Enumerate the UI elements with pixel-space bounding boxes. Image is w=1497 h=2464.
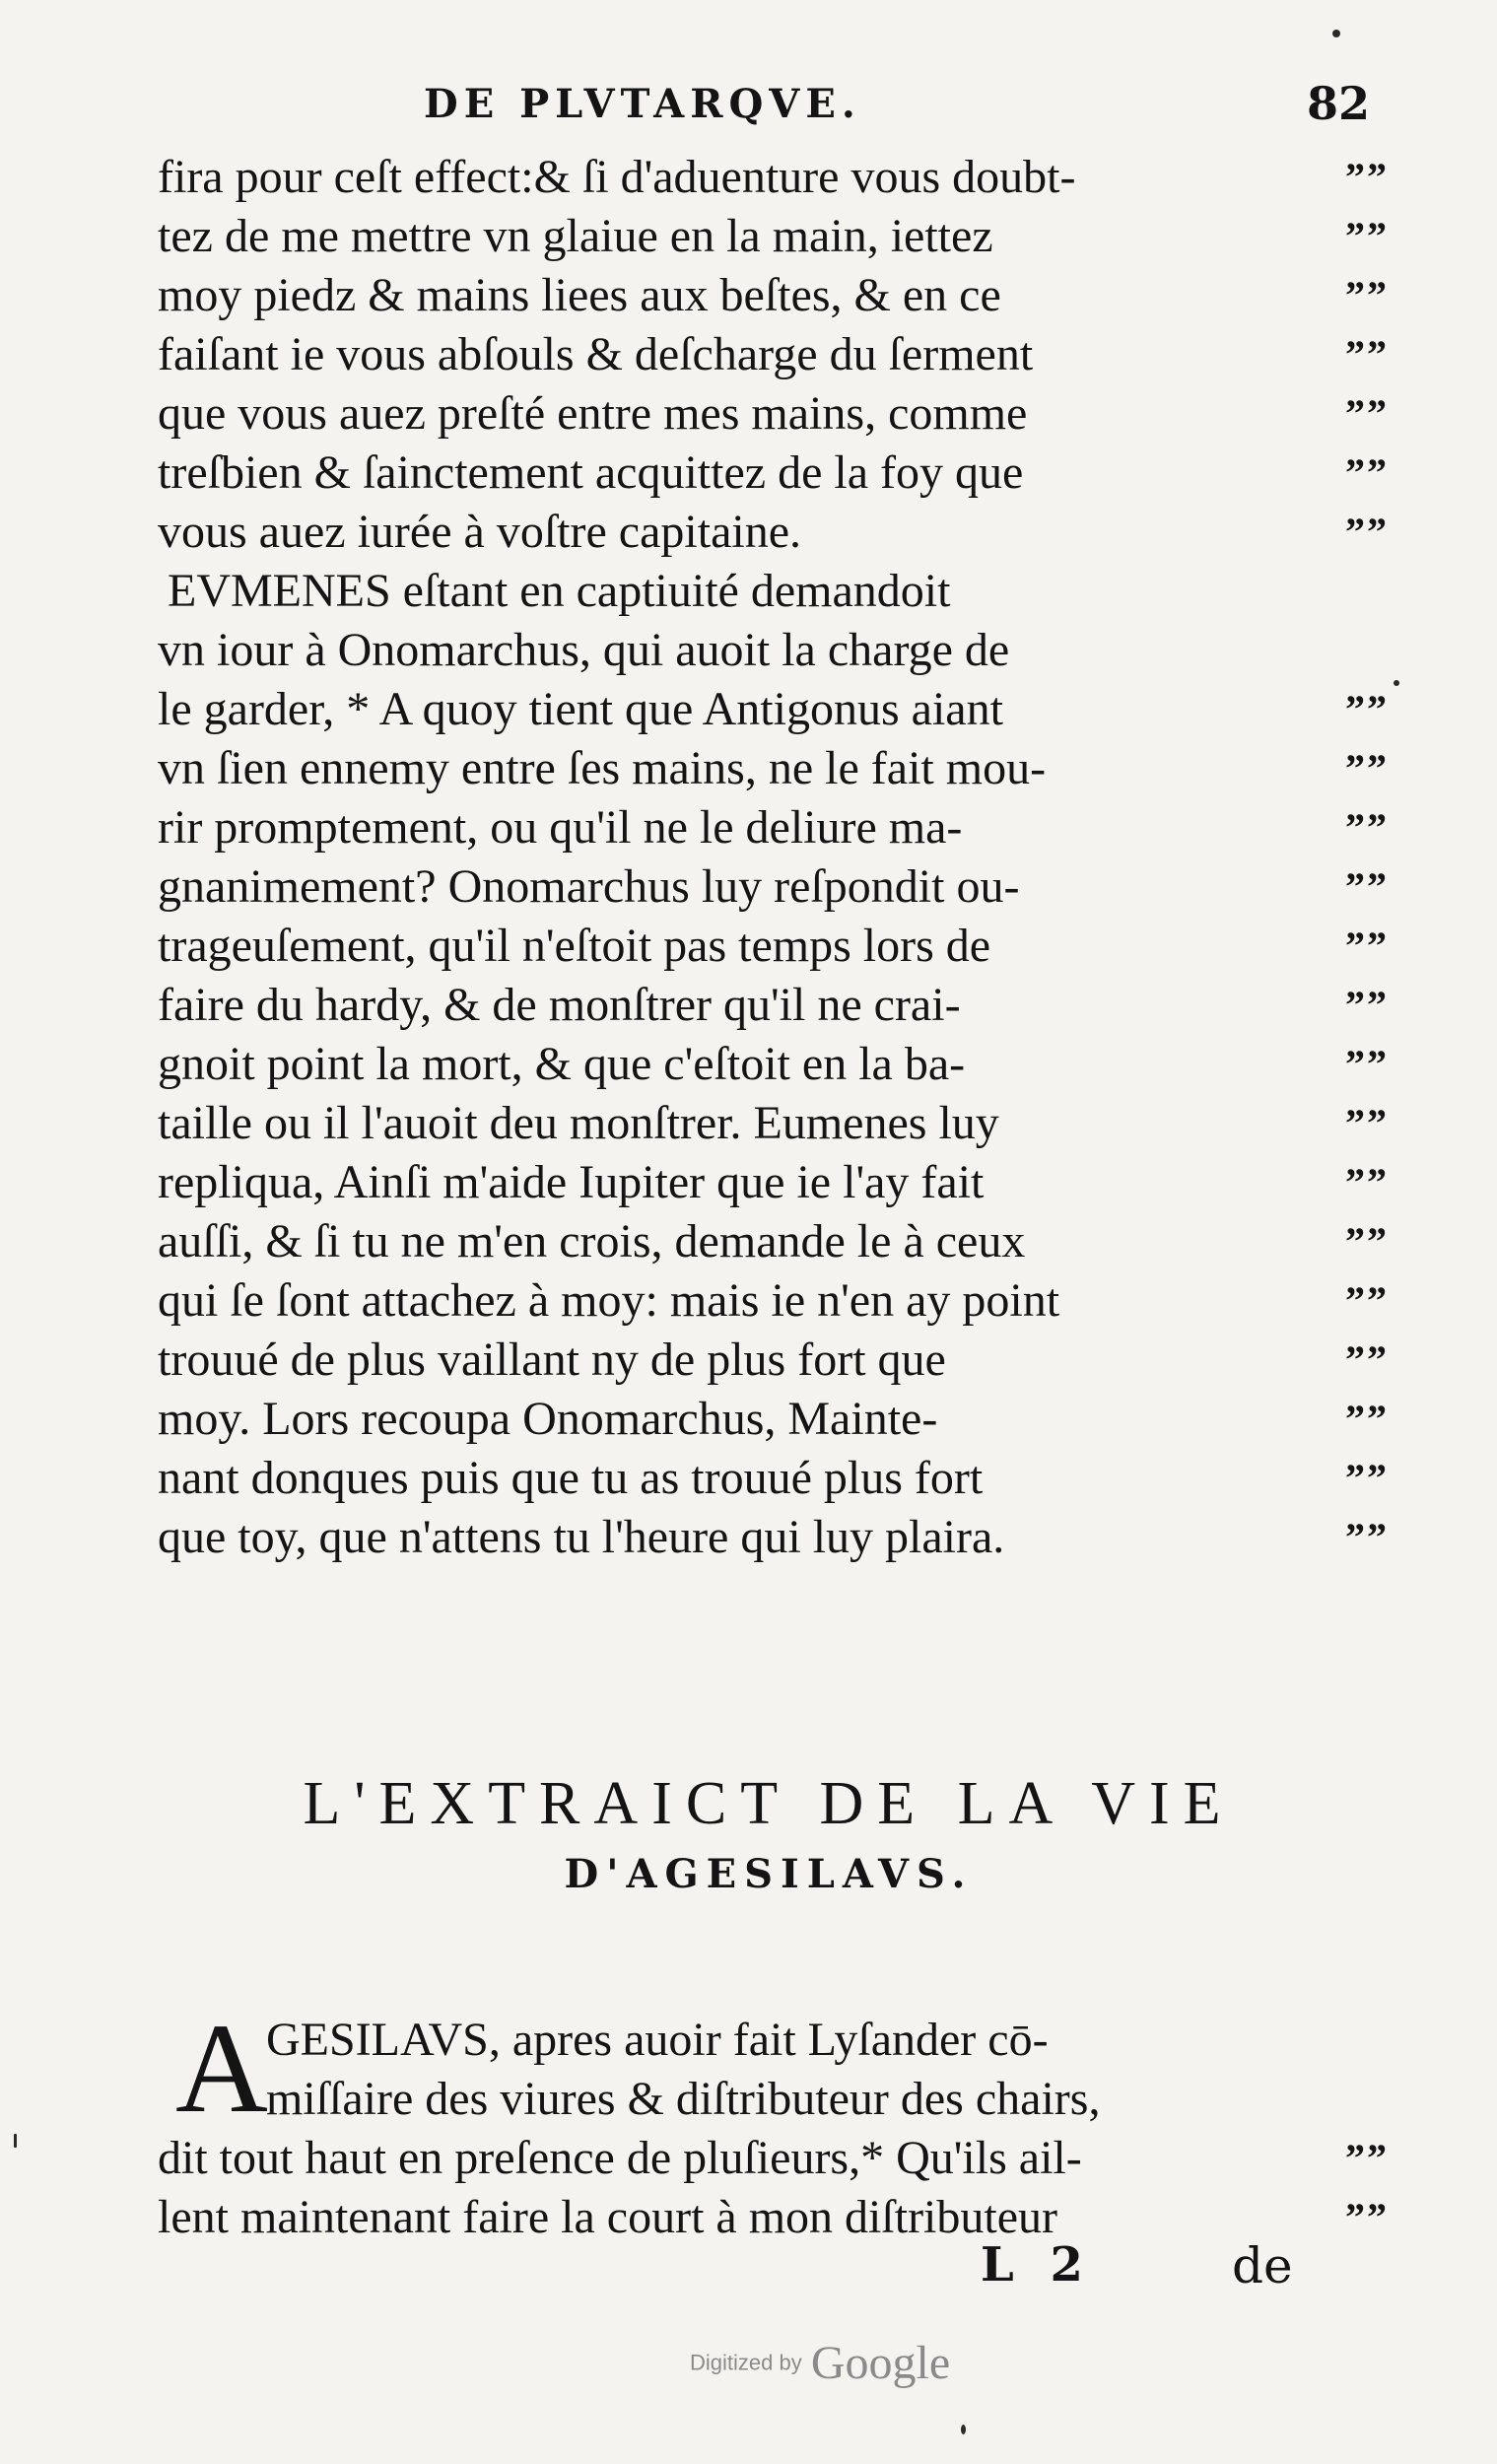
quote-mark: ”” <box>1345 510 1389 554</box>
signature-mark: L 2 <box>981 2237 1093 2293</box>
text-line <box>158 857 1389 917</box>
line-text: faire du hardy, & de monſtrer qu'il ne crai- <box>158 979 961 1031</box>
quote-mark: ”” <box>1345 273 1389 317</box>
quote-mark: ”” <box>1345 1278 1389 1323</box>
text-line <box>158 207 1389 266</box>
text-line <box>158 266 1389 325</box>
quote-mark: ”” <box>1345 391 1389 436</box>
line-text: GESILAVS, apres auoir fait Lyſander cō- <box>266 2014 1049 2066</box>
line-text: miſſaire des viures & diſtributeur des chairs, <box>266 2073 1101 2125</box>
text-line <box>158 1271 1389 1331</box>
line-text: treſbien & ſainctement acquittez de la foy que <box>158 446 1024 499</box>
text-line <box>158 444 1389 503</box>
line-text: vn ſien ennemy entre ſes mains, ne le fait mou- <box>158 742 1047 794</box>
text-line <box>158 621 1380 680</box>
line-text: auſſi, & ſi tu ne m'en crois, demande le à ceux <box>158 1215 1026 1267</box>
quote-mark: ”” <box>1345 450 1389 495</box>
quote-mark: ”” <box>1345 1397 1389 1441</box>
quote-mark: ”” <box>1345 864 1389 909</box>
digitized-by-label: Digitized by <box>690 2350 802 2375</box>
catch-line <box>158 2237 1380 2296</box>
heading-title: L'EXTRAICT DE LA VIE <box>303 1770 1235 1837</box>
passage-two <box>158 1998 1389 2247</box>
quote-mark: ”” <box>1345 2195 1389 2239</box>
text-line <box>158 1094 1389 1153</box>
text-line <box>158 503 1389 562</box>
quote-mark: ”” <box>1345 983 1389 1027</box>
text-line <box>158 2070 1380 2129</box>
text-line <box>158 2129 1389 2188</box>
line-text: le garder, * A quoy tient que Antigonus aiant <box>158 683 1003 735</box>
ink-speck <box>1394 680 1399 686</box>
line-text: taille ou il l'auoit deu monſtrer. Eumenes luy <box>158 1097 999 1149</box>
line-text: gnoit point la mort, & que c'eſtoit en la ba- <box>158 1038 966 1090</box>
line-text: qui ſe ſont attachez à moy: mais ie n'en ay point <box>158 1274 1060 1327</box>
quote-mark: ”” <box>1345 1456 1389 1500</box>
text-line <box>158 325 1389 384</box>
text-line <box>158 1390 1389 1449</box>
line-text: repliqua, Ainſi m'aide Iupiter que ie l'ay fait <box>158 1156 985 1208</box>
text-line <box>158 1212 1389 1271</box>
passage-one <box>158 148 1389 1567</box>
quote-mark: ”” <box>1345 1101 1389 1145</box>
catchword: de <box>1232 2237 1293 2294</box>
quote-mark: ”” <box>1345 214 1389 258</box>
line-text: gnanimement? Onomarchus luy reſpondit ou- <box>158 860 1020 913</box>
quote-mark: ”” <box>1345 1515 1389 1559</box>
google-logo: Google <box>810 2337 951 2389</box>
running-head <box>424 77 1370 140</box>
quote-mark: ”” <box>1345 805 1389 850</box>
line-text: que toy, que n'attens tu l'heure qui luy plaira. <box>158 1511 1005 1563</box>
text-line <box>158 148 1389 207</box>
text-line <box>158 1331 1389 1390</box>
quote-mark: ”” <box>1345 1337 1389 1382</box>
text-line <box>158 798 1389 857</box>
ink-speck <box>961 2425 966 2434</box>
quote-mark: ”” <box>1345 746 1389 790</box>
quote-mark: ”” <box>1345 924 1389 968</box>
page-number: 82 <box>1306 77 1370 130</box>
digitization-watermark <box>690 2336 950 2390</box>
section-heading <box>158 1764 1380 1904</box>
line-text: nant donques puis que tu as trouué plus fort <box>158 1452 984 1504</box>
line-text: lent maintenant faire la court à mon diſtributeur <box>158 2191 1058 2243</box>
quote-mark: ”” <box>1345 687 1389 731</box>
line-text: moy. Lors recoupa Onomarchus, Mainte- <box>158 1393 938 1445</box>
line-text: trouué de plus vaillant ny de plus fort que <box>158 1334 946 1386</box>
line-text: trageuſement, qu'il n'eſtoit pas temps lors de <box>158 920 991 972</box>
line-text: vn iour à Onomarchus, qui auoit la charge de <box>158 624 1010 676</box>
running-head-title: DE PLVTARQVE. <box>424 81 861 127</box>
quote-mark: ”” <box>1345 155 1389 199</box>
ink-speck <box>1332 30 1340 37</box>
drop-cap: A <box>175 1998 268 2140</box>
line-text: tez de me mettre vn glaiue en la main, iettez <box>158 210 993 262</box>
text-line <box>158 976 1389 1035</box>
text-line <box>158 2011 1380 2070</box>
text-line <box>158 384 1389 444</box>
text-line <box>158 917 1389 976</box>
line-text: dit tout haut en preſence de pluſieurs,* Qu'ils ail- <box>158 2132 1082 2184</box>
text-line <box>158 1508 1389 1567</box>
line-text: moy piedz & mains liees aux beſtes, & en ce <box>158 269 1001 321</box>
line-text: rir promptement, ou qu'il ne le deliure ma- <box>158 801 963 854</box>
ink-speck <box>14 2134 17 2148</box>
quote-mark: ”” <box>1345 1160 1389 1204</box>
quote-mark: ”” <box>1345 1042 1389 1086</box>
line-text: faiſant ie vous abſouls & deſcharge du ſerment <box>158 328 1034 380</box>
text-line <box>158 739 1389 798</box>
quote-mark: ”” <box>1345 332 1389 376</box>
line-text: EVMENES eſtant en captiuité demandoit <box>168 565 951 617</box>
line-text: vous auez iurée à voſtre capitaine. <box>158 506 802 558</box>
line-text: fira pour ceſt effect:& ſi d'aduenture vous doubt- <box>158 151 1076 203</box>
text-line <box>158 1035 1389 1094</box>
text-line <box>158 1449 1389 1508</box>
quote-mark: ”” <box>1345 2136 1389 2180</box>
text-line <box>158 1153 1389 1212</box>
text-line <box>158 680 1389 739</box>
quote-mark: ”” <box>1345 1219 1389 1264</box>
heading-subtitle: D'AGESILAVS. <box>564 1851 974 1897</box>
text-line <box>158 562 1380 621</box>
line-text: que vous auez preſté entre mes mains, comme <box>158 387 1028 440</box>
